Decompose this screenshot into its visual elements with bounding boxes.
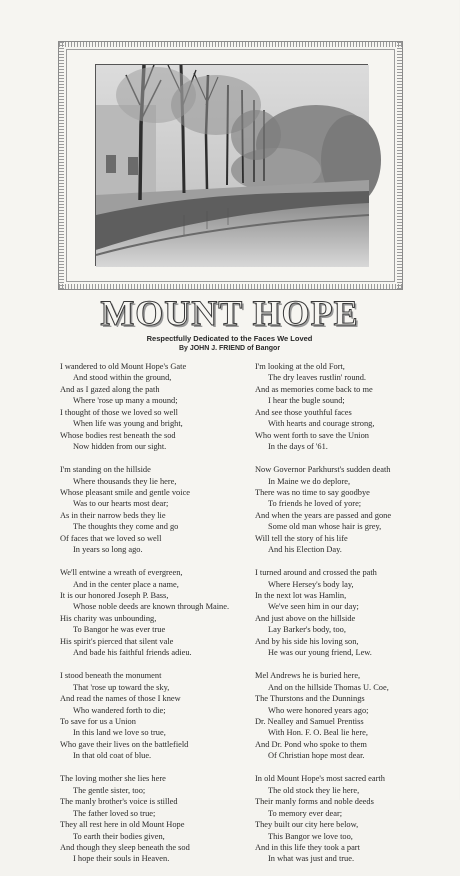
poem-column-right — [255, 361, 460, 876]
poem-line: I hope their souls in Heaven. — [73, 854, 170, 864]
poem-line: I turned around and crossed the path — [255, 568, 377, 578]
poem-line: Was to our hearts most dear; — [73, 499, 169, 509]
poem-line: Dr. Nealley and Samuel Prentiss — [255, 717, 364, 726]
poem-line: I stood beneath the monument — [60, 671, 162, 681]
poem-line: And by his side his loving son, — [255, 636, 359, 646]
poem-line: They all rest here in old Mount Hope — [60, 820, 185, 830]
photo-ornamental-frame — [58, 41, 403, 290]
poem-line: As in their narrow beds they lie — [60, 510, 166, 520]
poem-title: MOUNT HOPE — [100, 293, 359, 333]
poem-stanza — [255, 670, 460, 762]
poem-line: And stood within the ground, — [73, 373, 172, 383]
poem-line: And as memories come back to me — [255, 384, 373, 394]
poem-line: This Bangor we love too, — [268, 831, 353, 841]
poem-line: And read the names of those I knew — [60, 694, 181, 704]
poem-line: The gentle sister, too; — [73, 785, 146, 795]
poem-line: Whose noble deeds are known through Maine. — [73, 602, 230, 612]
poem-line: The dry leaves rustlin' round. — [268, 373, 367, 383]
poem-stanza — [60, 773, 260, 865]
poem-line: I'm standing on the hillside — [60, 465, 151, 475]
poem-line: Their manly forms and noble deeds — [255, 797, 374, 807]
cemetery-photo-image — [96, 65, 369, 267]
poem-stanza — [255, 773, 460, 865]
poem-line: The Thurstons and the Dunnings — [255, 694, 365, 704]
poem-line: And just above on the hillside — [255, 613, 356, 623]
poem-stanza — [255, 464, 460, 556]
poem-line: His spirit's pierced that silent vale — [60, 636, 174, 646]
poem-line: Now Governor Parkhurst's sudden death — [255, 465, 391, 475]
poem-line: Lay Barker's body, too, — [268, 625, 346, 635]
poem-stanza — [60, 567, 260, 659]
poem-line: And Dr. Pond who spoke to them — [255, 739, 367, 749]
poem-line: Of faces that we loved so well — [60, 533, 162, 543]
poem-line: We'll entwine a wreath of evergreen, — [60, 568, 183, 578]
poem-line: The loving mother she lies here — [60, 774, 166, 784]
poem-line: And in the center place a name, — [73, 579, 179, 589]
poem-line: In that old coat of blue. — [73, 751, 152, 761]
poem-line: Who wandered forth to die; — [73, 705, 166, 715]
poem-line: There was no time to say goodbye — [255, 487, 370, 497]
poem-line: In old Mount Hope's most sacred earth — [255, 774, 385, 784]
poem-line: Who went forth to save the Union — [255, 430, 369, 440]
poem-line: In what was just and true. — [268, 854, 355, 864]
poem-line: It is our honored Joseph P. Bass, — [60, 591, 169, 601]
poem-line: In years so long ago. — [73, 545, 143, 555]
poem-stanza — [60, 670, 260, 762]
poem-stanza — [255, 567, 460, 659]
poem-line: And in this life they took a part — [255, 842, 360, 852]
poem-line: Some old man whose hair is grey, — [268, 522, 382, 532]
poem-line: And though they sleep beneath the sod — [60, 842, 190, 852]
poem-line: To save for us a Union — [60, 717, 136, 726]
poem-line: I hear the bugle sound; — [268, 396, 345, 406]
poem-stanza — [255, 361, 460, 453]
poem-line: And see those youthful faces — [255, 407, 352, 417]
poem-stanza — [60, 361, 260, 453]
poem-line: I thought of those we loved so well — [60, 407, 178, 417]
poem-line: I wandered to old Mount Hope's Gate — [60, 362, 187, 371]
poem-line: He was our young friend, Lew. — [268, 648, 372, 658]
poem-line: The thoughts they come and go — [73, 522, 179, 532]
poem-line: Where thousands they lie here, — [73, 476, 177, 486]
poem-line: In this land we love so true, — [73, 728, 166, 738]
poem-line: His charity was unbounding, — [60, 613, 157, 623]
poem-line: To earth their bodies given, — [73, 831, 165, 841]
poem-line: The old stock they lie here, — [268, 785, 360, 795]
poem-line: And bade his faithful friends adieu. — [73, 648, 192, 658]
poem-line: And on the hillside Thomas U. Coe, — [268, 682, 389, 692]
poem-line: The manly brother's voice is stilled — [60, 797, 178, 807]
poem-line: Whose pleasant smile and gentle voice — [60, 487, 191, 497]
poem-line: Now hidden from our sight. — [73, 442, 167, 452]
poem-line: Who were honored years ago; — [268, 705, 369, 715]
poem-stanza — [60, 464, 260, 556]
dedication-line: Respectfully Dedicated to the Faces We Loved — [146, 334, 313, 343]
author-byline: By JOHN J. FRIEND of Bangor — [178, 345, 281, 352]
poem-line: And when the years are passed and gone — [255, 510, 392, 520]
poem-line: I'm looking at the old Fort, — [255, 362, 345, 371]
poem-column-left — [60, 361, 260, 876]
poem-line: And as I gazed along the path — [60, 384, 160, 394]
poem-line: To Bangor he was ever true — [73, 625, 166, 635]
poem-line: When life was young and bright, — [73, 419, 183, 429]
poem-line: Whose bodies rest beneath the sod — [60, 430, 176, 440]
poem-line: And his Election Day. — [268, 545, 342, 555]
poem-line: Who gave their lives on the battlefield — [60, 739, 189, 749]
poem-line: Where Hersey's body lay, — [268, 579, 354, 589]
poem-line: Mel Andrews he is buried here, — [255, 671, 361, 681]
cemetery-photograph — [95, 64, 368, 266]
poem-line: They built our city here below, — [255, 820, 359, 830]
poem-line: In the next lot was Hamlin, — [255, 591, 347, 601]
poem-line: The father loved so true; — [73, 808, 156, 818]
poem-line: With hearts and courage strong, — [268, 419, 375, 429]
poem-line: To friends he loved of yore; — [268, 499, 362, 509]
poem-line: That 'rose up toward the sky, — [73, 682, 170, 692]
poem-line: We've seen him in our day; — [268, 602, 359, 612]
poem-line: With Hon. F. O. Beal lie here, — [268, 728, 368, 738]
poem-line: Of Christian hope most dear. — [268, 751, 365, 761]
poem-line: In Maine we do deplore, — [268, 476, 351, 486]
poem-line: Will tell the story of his life — [255, 533, 348, 543]
poem-line: Where 'rose up many a mound; — [73, 396, 178, 406]
poem-line: In the days of '61. — [268, 442, 328, 452]
poem-line: To memory ever dear; — [268, 808, 343, 818]
